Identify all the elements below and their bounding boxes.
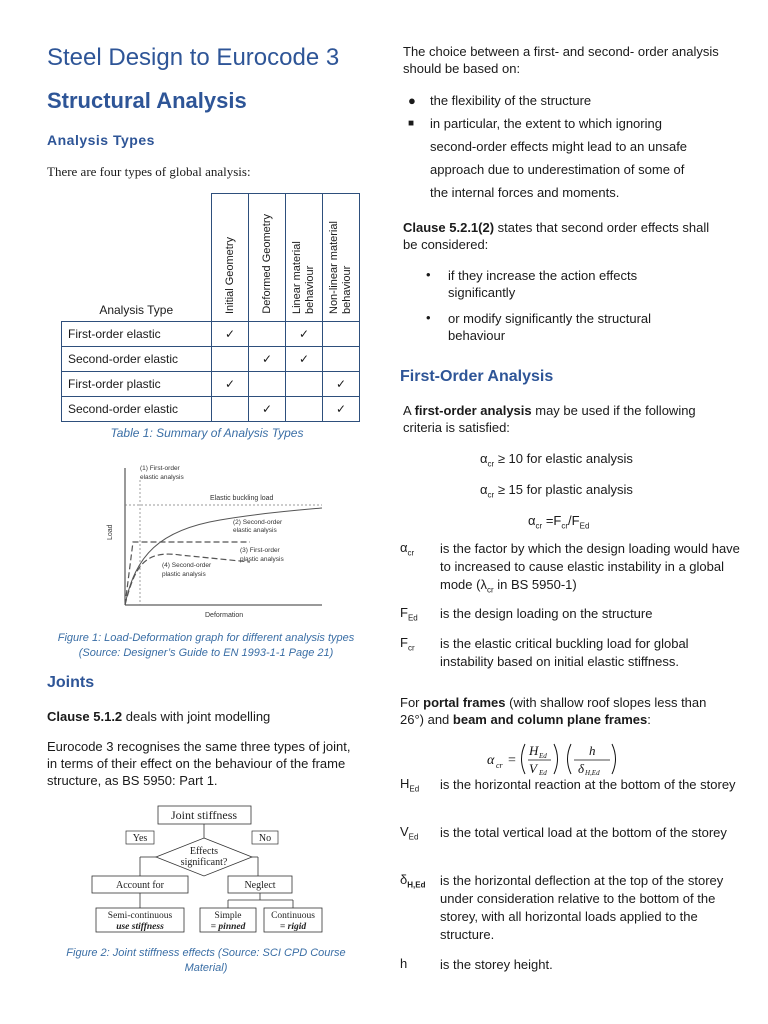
portal-pre: For: [400, 695, 424, 710]
delta-var: [400, 872, 425, 890]
fed-definition: is the design loading on the structure: [440, 606, 653, 621]
simple-text: Simple: [214, 911, 242, 921]
clause-5212-para: [403, 219, 723, 253]
check-cell: [249, 322, 286, 347]
foa-pre: A: [403, 403, 415, 418]
col-nonlinear: Non-linear material behaviour: [328, 221, 353, 314]
check-cell: ✓: [212, 372, 249, 397]
hed-definition: is the horizontal reaction at the bottom of the storey: [440, 777, 736, 792]
bullet-dot-icon: ●: [408, 93, 416, 108]
cr-sub: cr: [535, 521, 543, 531]
cr-sub: cr: [487, 490, 495, 500]
first-order-heading: First-Order Analysis: [400, 368, 554, 385]
ed-sub: Ed: [407, 613, 418, 623]
continuous-sub: = rigid: [279, 922, 307, 932]
figure1-caption-line2: (Source: Designer’s Guide to EN 1993-1-1 Page 21): [78, 647, 334, 659]
alpha-cr-definition: [440, 540, 740, 600]
alpha-cr-formula: [485, 740, 625, 778]
bullet-2-line4: the internal forces and moments.: [430, 185, 620, 200]
bullet-square-icon: ■: [408, 118, 415, 129]
choice-intro: The choice between a first- and second- order analysis should be based on:: [403, 44, 719, 76]
formula-v-ed: Ed: [539, 769, 547, 777]
analysis-types-table: [61, 193, 360, 422]
crit2-text: ≥ 15 for plastic analysis: [497, 482, 633, 497]
formula-delta-sub: H,Ed: [585, 769, 600, 777]
col-header: [249, 194, 286, 322]
joint-stiffness-flowchart: [88, 802, 328, 934]
alpha-symbol: α: [480, 451, 488, 466]
semi-continuous-text: Semi-continuous: [107, 911, 173, 921]
h-symbol: H: [400, 776, 410, 791]
check-cell: [286, 372, 323, 397]
curve-4-label-b: plastic analysis: [162, 571, 206, 578]
curve-1-label-b: elastic analysis: [140, 474, 184, 481]
row-label: First-order plastic: [62, 372, 212, 397]
alpha-symbol: α: [528, 513, 536, 528]
curve-2-label-a: (2) Second-order: [233, 519, 283, 526]
section-title: Structural Analysis: [47, 88, 247, 113]
check-cell: ✓: [249, 347, 286, 372]
h-var: h: [400, 956, 408, 971]
portal-bold1: portal frames: [423, 695, 506, 710]
portal-mid: (with shallow roof slopes less than 26°) and: [400, 695, 707, 727]
crit3-text: =F: [545, 513, 562, 528]
criterion-2: [480, 481, 633, 504]
formula-alpha: α: [487, 753, 495, 768]
sub-bullet-icon: •: [426, 267, 431, 282]
formula-h-small: h: [589, 743, 596, 758]
row-header-cell: [62, 194, 212, 322]
clause-512-line: [47, 708, 357, 725]
f-symbol: F: [400, 605, 408, 620]
y-axis-label: Load: [107, 524, 114, 540]
load-deformation-graph: [100, 460, 330, 620]
crit1-text: ≥ 10 for elastic analysis: [497, 451, 633, 466]
sub-bullet-2: or modify significantly the structural behaviour: [448, 311, 652, 343]
formula-h: H: [529, 743, 539, 758]
formula-cr: cr: [496, 761, 503, 770]
table-row: [62, 397, 360, 422]
delta-definition: is the horizontal deflection at the top of the storey under consideration relative to the bottom of the storey, with all horizontal loads applied to the structure.: [440, 873, 724, 942]
continuous-text: Continuous: [271, 911, 315, 921]
ed-sub: Ed: [408, 832, 419, 842]
f-symbol: F: [400, 635, 408, 650]
alpha-def-text: is the factor by which the design loading would have to increased to cause elastic instability in a global mode (λ: [440, 541, 740, 592]
joints-paragraph: Eurocode 3 recognises the same three types of joint, in terms of their effect on the behaviour of the frame structure, as BS 5950: Part 1.: [47, 739, 351, 788]
decision-line2: significant?: [180, 857, 228, 868]
check-cell: ✓: [286, 322, 323, 347]
formula-h-ed: Ed: [539, 752, 547, 760]
sub-bullet-icon: •: [426, 310, 431, 325]
sub-bullet-1: if they increase the action effects significantly: [448, 268, 638, 300]
portal-bold2: beam and column plane frames: [452, 712, 648, 727]
check-cell: ✓: [212, 322, 249, 347]
buckling-label: Elastic buckling load: [210, 495, 274, 502]
ved-definition: is the total vertical load at the bottom of the storey: [440, 825, 727, 840]
cr-sub: cr: [486, 585, 494, 595]
figure1-caption: [40, 631, 372, 661]
cr-sub: cr: [487, 459, 495, 469]
check-cell: ✓: [323, 397, 360, 422]
col-initial-geometry: Initial Geometry: [223, 236, 236, 314]
row-label: Second-order elastic: [62, 397, 212, 422]
bullet-2-line2: second-order effects might lead to an unsafe: [430, 139, 688, 154]
bullet-2-line3: approach due to underestimation of some of: [430, 162, 685, 177]
table-row: [62, 347, 360, 372]
joint-stiffness-text: Joint stiffness: [170, 808, 238, 822]
ed-sub: Ed: [409, 784, 420, 794]
alpha-symbol: α: [400, 540, 408, 555]
curve-1-label-a: (1) First-order: [140, 465, 180, 472]
clause-512: Clause 5.1.2: [47, 709, 123, 724]
cr-sub: cr: [407, 643, 415, 653]
figure2-caption-line2: Material): [184, 962, 228, 974]
alpha-symbol: α: [480, 482, 488, 497]
decision-line1: Effects: [189, 846, 219, 857]
fed-var: [400, 605, 418, 623]
fcr-var: [400, 635, 415, 653]
row-header: Analysis Type: [99, 303, 174, 317]
figure2-caption-line1: Figure 2: Joint stiffness effects (Source: SCI CPD Course: [66, 947, 346, 959]
check-cell: [212, 397, 249, 422]
table-caption: Table 1: Summary of Analysis Types: [110, 426, 304, 440]
bullet-2-line1: in particular, the extent to which ignoring: [430, 116, 662, 131]
main-title: Steel Design to Eurocode 3: [47, 44, 340, 71]
check-cell: ✓: [286, 347, 323, 372]
joints-heading: Joints: [47, 674, 95, 691]
col-header: [323, 194, 360, 322]
ved-var: [400, 824, 418, 842]
check-cell: ✓: [323, 372, 360, 397]
check-cell: [286, 397, 323, 422]
f-symbol: F: [571, 513, 580, 528]
neglect-text: Neglect: [244, 880, 276, 891]
svg-text:=: =: [508, 753, 516, 768]
table-row: [62, 372, 360, 397]
alpha-cr-var: [400, 540, 414, 558]
formula-v: V: [529, 761, 537, 776]
simple-sub: = pinned: [210, 922, 246, 932]
cr-sub: cr: [561, 521, 569, 531]
figure1-caption-line1: Figure 1: Load-Deformation graph for different analysis types: [57, 632, 355, 644]
col-header: [212, 194, 249, 322]
check-cell: [323, 347, 360, 372]
row-label: Second-order elastic: [62, 347, 212, 372]
row-label: First-order elastic: [62, 322, 212, 347]
criterion-1: [480, 450, 633, 473]
foa-bold: first-order analysis: [414, 403, 532, 418]
figure2-caption: [40, 946, 372, 976]
foa-post: may be used if the following criteria is satisfied:: [403, 403, 696, 435]
semi-continuous-sub: use stiffness: [116, 922, 164, 932]
alpha-def-tail: in BS 5950-1): [493, 577, 577, 592]
hed-var: [400, 776, 419, 794]
intro-text: There are four types of global analysis:: [47, 164, 251, 179]
clause-5212-text: states that second order effects shall be considered:: [403, 220, 710, 252]
clause-5212: Clause 5.2.1(2): [403, 220, 495, 235]
delta-symbol: δ: [400, 872, 408, 887]
cr-sub: cr: [407, 548, 415, 558]
check-cell: ✓: [249, 397, 286, 422]
col-deformed-geometry: Deformed Geometry: [260, 214, 273, 314]
curve-2-label-b: elastic analysis: [233, 527, 277, 534]
curve-4-label-a: (4) Second-order: [162, 562, 212, 569]
curve-3-label-b: plastic analysis: [240, 556, 284, 563]
v-symbol: V: [400, 824, 409, 839]
foa-para: [403, 402, 703, 436]
account-for-text: Account for: [115, 880, 165, 891]
yes-label: Yes: [132, 833, 148, 844]
delta-sub: H,Ed: [407, 880, 426, 890]
analysis-types-heading: Analysis Types: [47, 132, 155, 148]
check-cell: [323, 322, 360, 347]
portal-frames-para: [400, 694, 720, 728]
check-cell: [212, 347, 249, 372]
no-label: No: [258, 833, 272, 844]
x-axis-label: Deformation: [205, 612, 244, 619]
col-header: [286, 194, 323, 322]
curve-3-label-a: (3) First-order: [240, 547, 280, 554]
criterion-3: $\alpha_{cr} =F_{cr}/F_{Ed}$: [528, 513, 590, 531]
clause-512-text: deals with joint modelling: [122, 709, 271, 724]
col-linear: Linear material behaviour: [291, 241, 316, 314]
table-row: [62, 322, 360, 347]
bullet-1: the flexibility of the structure: [430, 93, 592, 108]
portal-post: :: [647, 712, 651, 727]
formula-delta: δ: [578, 761, 585, 776]
ed-sub: Ed: [579, 521, 590, 531]
check-cell: [249, 372, 286, 397]
h-definition: is the storey height.: [440, 957, 553, 972]
fcr-definition: is the elastic critical buckling load for global instability based on initial elastic stiffness.: [440, 636, 689, 669]
